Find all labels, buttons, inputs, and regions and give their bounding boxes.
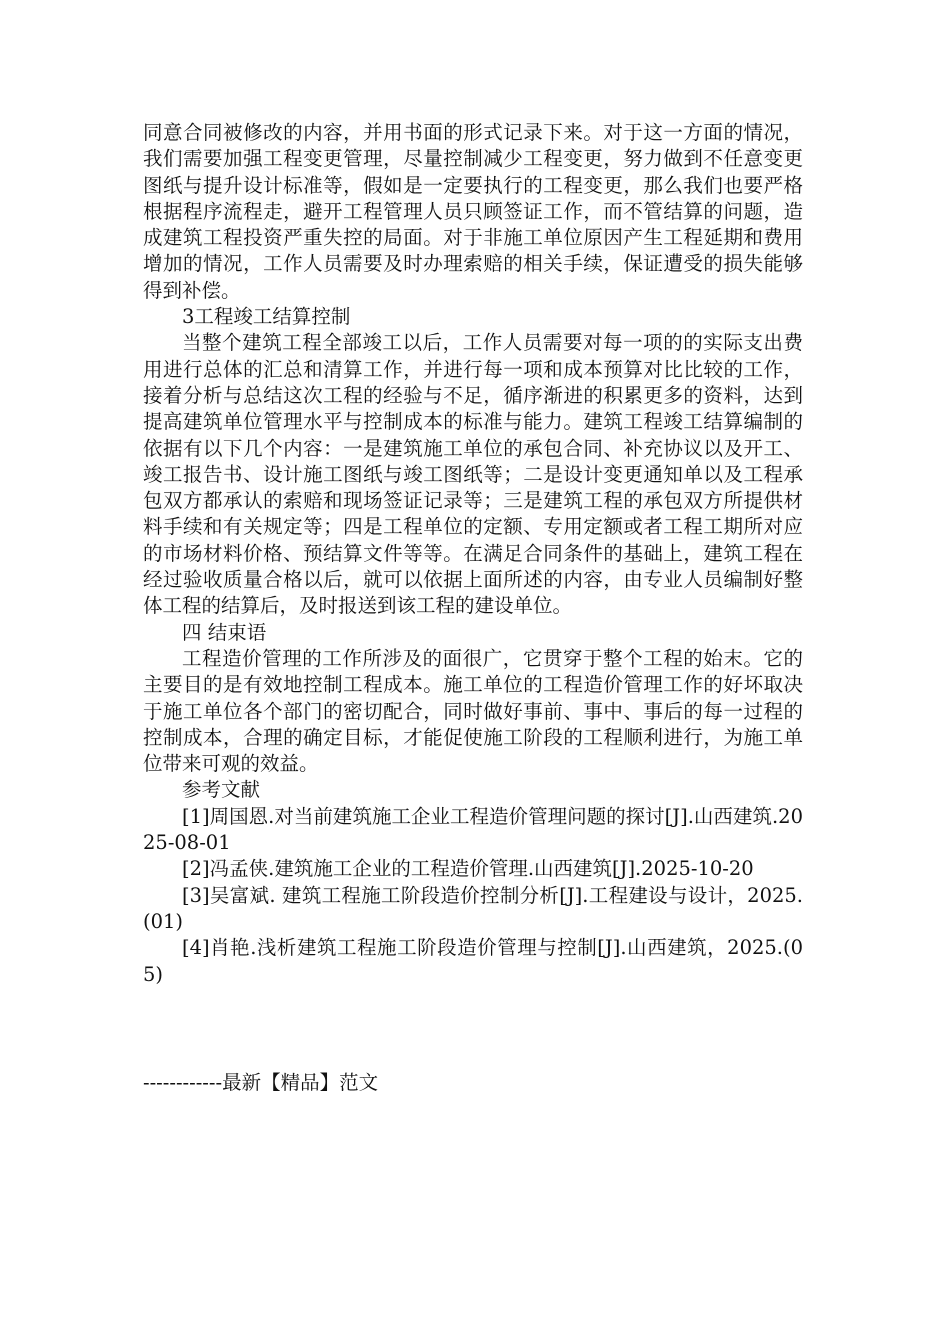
references-heading: 参考文献 xyxy=(182,778,261,802)
document-body xyxy=(143,120,803,988)
section-heading-conclusion: 四 结束语 xyxy=(182,620,267,644)
document-footer: ------------最新【精品】范文 xyxy=(143,1071,379,1094)
paragraph-change-management: 同意合同被修改的内容，并用书面的形式记录下来。对于这一方面的情况，我们需要加强工程变更管理，尽量控制减少工程变更，努力做到不任意变更图纸与提升设计标准等，假如是一定要执行的工程变更，那么我们也要严格根据程序流程走，避开工程管理人员只顾签证工作，而不管结算的问题，造成建筑工程投资严重失控的局面。对于非施工单位原因产生工程延期和费用增加的情况，工作人员需要及时办理索赔的相关手续，保证遭受的损失能够得到补偿。 xyxy=(143,121,803,302)
paragraph-final-settlement: 当整个建筑工程全部竣工以后，工作人员需要对每一项的的实际支出费用进行总体的汇总和清算工作，并进行每一项和成本预算对比比较的工作，接着分析与总结这次工程的经验与不足，循序渐进的积累更多的资料，达到提高建筑单位管理水平与控制成本的标准与能力。建筑工程竣工结算编制的依据有以下几个内容：一是建筑施工单位的承包合同、补充协议以及开工、竣工报告书、设计施工图纸与竣工图纸等；二是设计变更通知单以及工程承包双方都承认的索赔和现场签证记录等；三是建筑工程的承包双方所提供材料手续和有关规定等；四是工程单位的定额、专用定额或者工程工期所对应的市场材料价格、预结算文件等等。在满足合同条件的基础上，建筑工程在经过验收质量合格以后，就可以依据上面所述的内容，由专业人员编制好整体工程的结算后，及时报送到该工程的建设单位。 xyxy=(143,331,803,618)
reference-item: [1]周国恩.对当前建筑施工企业工程造价管理问题的探讨[J].山西建筑.2025-08-01 xyxy=(143,804,803,855)
reference-item: [4]肖艳.浅析建筑工程施工阶段造价管理与控制[J].山西建筑，2025.(05) xyxy=(143,936,803,986)
reference-item: [3]吴富斌. 建筑工程施工阶段造价控制分析[J].工程建设与设计，2025.(01) xyxy=(143,883,803,933)
section-heading-final-settlement: 3工程竣工结算控制 xyxy=(182,305,351,329)
reference-item: [2]冯孟侠.建筑施工企业的工程造价管理.山西建筑[J].2025-10-20 xyxy=(182,857,754,881)
paragraph-conclusion: 工程造价管理的工作所涉及的面很广，它贯穿于整个工程的始末。它的主要目的是有效地控制工程成本。施工单位的工程造价管理工作的好坏取决于施工单位各个部门的密切配合，同时做好事前、事中、事后的每一过程的控制成本，合理的确定目标，才能促使施工阶段的工程顺利进行，为施工单位带来可观的效益。 xyxy=(143,646,803,776)
